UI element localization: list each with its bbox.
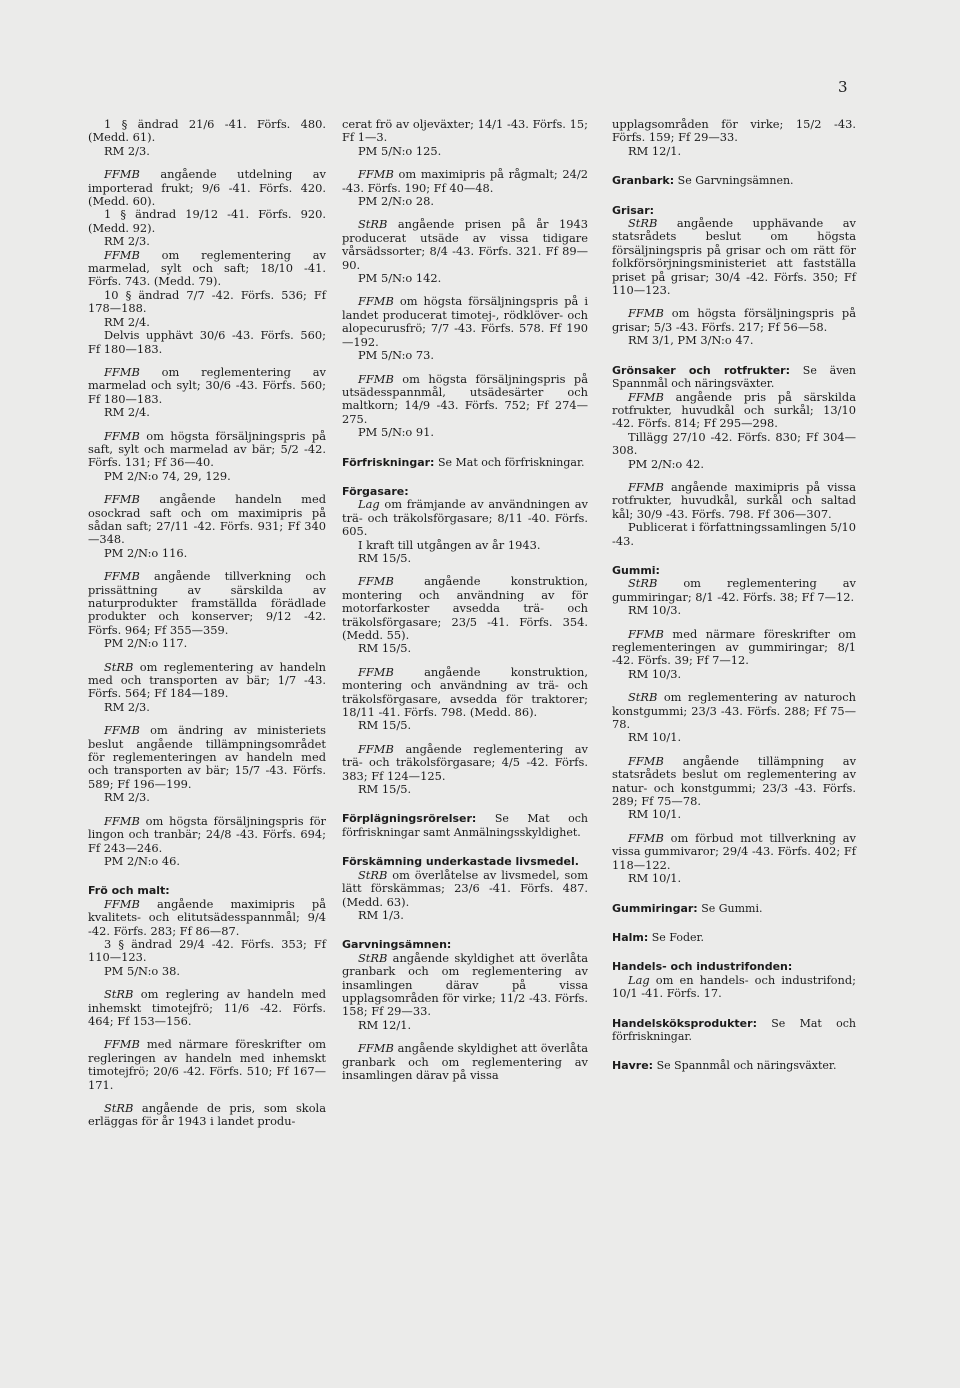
entry-text: 1 § ändrad 21/6 -41. Förfs. 480. (Medd. 61).	[88, 117, 326, 145]
entry-authority: FFMB	[358, 1041, 394, 1056]
heading-reference: Se även Spannmål och näringsväxter.	[612, 363, 856, 391]
entry-text: RM 10/1.	[628, 730, 682, 745]
index-entry	[88, 570, 326, 637]
index-entry	[612, 431, 856, 458]
entry-text: PM 2/N:o 28.	[358, 194, 435, 209]
index-entry	[342, 195, 588, 208]
heading-label: Garvningsämnen:	[342, 938, 452, 952]
entry-authority: FFMB	[628, 626, 664, 641]
section-heading	[342, 812, 588, 839]
entry-authority: FFMB	[628, 389, 664, 404]
entry-text: RM 15/5.	[358, 550, 412, 565]
entry-text: PM 5/N:o 91.	[358, 425, 435, 440]
index-entry	[88, 145, 326, 158]
entry-authority: FFMB	[104, 167, 140, 182]
heading-reference: Se Mat och förfriskningar samt Anmälningsskyldighet.	[342, 812, 588, 839]
index-entry	[88, 547, 326, 560]
entry-authority: FFMB	[104, 492, 140, 507]
index-entry	[88, 855, 326, 868]
entry-authority: FFMB	[104, 896, 140, 911]
section-heading	[342, 456, 588, 469]
index-entry	[612, 808, 856, 821]
index-entry	[342, 1042, 588, 1082]
index-entry	[612, 974, 856, 1001]
entry-text: RM 2/3.	[104, 234, 150, 249]
index-entry	[88, 965, 326, 978]
index-entry	[612, 458, 856, 471]
entry-authority: StRB	[358, 217, 388, 232]
index-entry	[612, 604, 856, 617]
heading-label: Gummi:	[612, 563, 660, 577]
entry-authority: StRB	[104, 659, 134, 674]
entry-text: angående maximipris på kvalitets- och elitutsädesspannmål; 9/4 -42. Förfs. 283; Ff 86—87.	[88, 896, 326, 938]
index-entry	[342, 295, 588, 349]
entry-text: Delvis upphävt 30/6 -43. Förfs. 560; Ff 180—183.	[88, 328, 326, 356]
index-entry	[88, 898, 326, 938]
entry-text: PM 2/N:o 42.	[628, 456, 705, 471]
entry-text: angående skyldighet att överlåta granbark och om reglementering av insamlingen därav på vissa upplagsområden för virke; 11/2 -43. Förfs. 158; Ff 29—33.	[342, 950, 588, 1019]
section-heading	[612, 1017, 856, 1044]
index-entry	[342, 552, 588, 565]
entry-text: RM 3/1, PM 3/N:o 47.	[628, 333, 754, 348]
entry-authority: StRB	[628, 576, 658, 591]
entry-authority: FFMB	[628, 306, 664, 321]
entry-authority: FFMB	[628, 479, 664, 494]
index-entry	[88, 724, 326, 791]
heading-reference: Se Spannmål och näringsväxter.	[653, 1059, 837, 1073]
heading-reference: Se Gummi.	[697, 901, 763, 915]
entry-text: om högsta försäljningspris på i landet producerat timotej-, rödklöver- och alopecurusfrö; 7/7 -43. Förfs. 578. Ff 190—192.	[342, 294, 588, 349]
entry-authority: FFMB	[104, 364, 140, 379]
index-entry	[342, 498, 588, 538]
index-entry	[612, 628, 856, 668]
heading-label: Grönsaker och rotfrukter:	[612, 363, 791, 377]
entry-text: om högsta försäljningspris för lingon och tranbär; 24/8 -43. Förfs. 694; Ff 243—246.	[88, 813, 326, 855]
index-entry	[342, 869, 588, 909]
entry-text: angående skyldighet att överlåta granbark och om reglementering av insamlingen därav på vissa	[342, 1041, 588, 1082]
entry-text: angående upphävande av statsrådets beslut om högsta försäljningspris på grisar och om rätt för folkförsörjningsministeriet att fastställa priset på grisar; 30/4 -42. Förfs. 350; Ff 110—123.	[612, 216, 856, 298]
entry-authority: StRB	[628, 216, 658, 231]
index-entry	[342, 272, 588, 285]
index-entry	[342, 743, 588, 783]
heading-reference: Se Garvningsämnen.	[674, 174, 794, 188]
index-entry	[342, 575, 588, 642]
index-entry	[612, 755, 856, 809]
entry-text: RM 10/1.	[628, 807, 682, 822]
heading-label: Grisar:	[612, 203, 655, 217]
entry-text: 10 § ändrad 7/7 -42. Förfs. 536; Ff 178—188.	[88, 287, 326, 316]
index-entry	[88, 791, 326, 804]
entry-authority: FFMB	[358, 664, 394, 679]
index-entry	[612, 691, 856, 731]
entry-text: PM 5/N:o 73.	[358, 348, 435, 363]
entry-text: PM 2/N:o 46.	[104, 853, 181, 868]
index-entry	[612, 731, 856, 744]
column-left	[88, 118, 326, 1129]
column-right	[612, 118, 856, 1073]
entry-text: RM 12/1.	[628, 143, 682, 158]
entry-text: RM 10/3.	[628, 603, 682, 618]
entry-authority: FFMB	[104, 247, 140, 262]
heading-label: Handels- och industrifonden:	[612, 960, 793, 974]
index-entry	[612, 307, 856, 334]
heading-label: Förskämning underkastade livsmedel.	[342, 855, 579, 869]
entry-authority: FFMB	[104, 569, 140, 584]
entry-text: angående utdelning av importerad frukt; 9/6 -41. Förfs. 420. (Medd. 60).	[88, 167, 326, 209]
entry-text: upplagsområden för virke; 15/2 -43. Förfs. 159; Ff 29—33.	[612, 117, 856, 145]
entry-text: om en handels- och industrifond; 10/1 -41. Förfs. 17.	[612, 972, 856, 1001]
entry-authority: StRB	[628, 690, 658, 705]
entry-text: angående konstruktion, montering och användning av för motorfarkoster avsedda trä- och träkolsförgasare; 23/5 -41. Förfs. 354. (Medd. 55).	[342, 574, 588, 642]
entry-text: angående tillämpning av statsrådets beslut om reglementering av natur- och konstgummi; 23/3 -43. Förfs. 289; Ff 75—78.	[612, 753, 856, 809]
column-middle	[342, 118, 588, 1082]
section-heading	[612, 931, 856, 944]
entry-text: om maximipris på rågmalt; 24/2 -43. Förfs. 190; Ff 40—48.	[342, 167, 588, 195]
section-heading	[88, 884, 326, 897]
index-entry	[88, 430, 326, 470]
index-entry	[612, 668, 856, 681]
index-entry	[88, 493, 326, 547]
entry-text: om överlåtelse av livsmedel, som lätt förskämmas; 23/6 -41. Förfs. 487. (Medd. 63).	[342, 867, 588, 909]
entry-text: RM 15/5.	[358, 718, 412, 733]
index-entry	[88, 470, 326, 483]
index-entry	[342, 719, 588, 732]
index-entry	[88, 1038, 326, 1092]
heading-reference: Se Foder.	[648, 930, 705, 944]
entry-text: om främjande av användningen av trä- och träkolsförgasare; 8/11 -40. Förfs. 605.	[342, 497, 588, 539]
entry-text: angående tillverkning och prissättning av särskilda av naturprodukter framställda förädlade produkter och konserver; 9/12 -42. Förfs. 964; Ff 355—359.	[88, 569, 326, 637]
index-entry	[88, 289, 326, 316]
index-entry	[342, 666, 588, 720]
entry-authority: FFMB	[358, 167, 394, 182]
index-entry	[612, 577, 856, 604]
index-entry	[342, 373, 588, 427]
section-heading	[612, 564, 856, 577]
index-entry	[88, 329, 326, 356]
index-entry	[88, 637, 326, 650]
entry-text: angående de pris, som skola erläggas för år 1943 i landet produ-	[88, 1101, 326, 1129]
section-heading	[612, 960, 856, 973]
entry-text: PM 2/N:o 116.	[104, 545, 188, 560]
entry-text: angående konstruktion, montering och användning av trä- och träkolsförgasare, avsedda för traktorer; 18/11 -41. Förfs. 798. (Medd. 86).	[342, 664, 588, 720]
entry-text: RM 10/3.	[628, 666, 682, 681]
entry-text: RM 2/3.	[104, 143, 150, 158]
heading-label: Handelsköksprodukter:	[612, 1016, 757, 1030]
entry-authority: Lag	[358, 497, 380, 512]
section-heading	[612, 902, 856, 915]
index-entry	[88, 938, 326, 965]
index-entry	[88, 249, 326, 289]
entry-text: om förbud mot tillverkning av vissa gummivaror; 29/4 -43. Förfs. 402; Ff 118—122.	[612, 830, 856, 872]
entry-text: RM 12/1.	[358, 1017, 412, 1032]
index-entry	[342, 218, 588, 272]
index-entry	[612, 217, 856, 297]
section-heading	[612, 204, 856, 217]
index-entry	[88, 988, 326, 1028]
index-entry	[342, 349, 588, 362]
section-heading	[612, 174, 856, 187]
entry-text: RM 1/3.	[358, 907, 404, 922]
index-entry	[612, 391, 856, 431]
entry-authority: FFMB	[358, 741, 394, 756]
entry-text: om reglering av handeln med inhemskt timotejfrö; 11/6 -42. Förfs. 464; Ff 153—156.	[88, 987, 326, 1028]
entry-text: PM 5/N:o 125.	[358, 143, 442, 158]
index-entry	[342, 539, 588, 552]
entry-text: PM 5/N:o 142.	[358, 271, 442, 286]
index-entry	[88, 208, 326, 235]
index-entry	[612, 334, 856, 347]
entry-authority: FFMB	[628, 830, 664, 845]
entry-text: om reglementering av marmelad, sylt och saft; 18/10 -41. Förfs. 743. (Medd. 79).	[88, 247, 326, 289]
entry-text: PM 2/N:o 117.	[104, 636, 188, 651]
entry-authority: FFMB	[358, 574, 394, 589]
entry-authority: StRB	[358, 950, 388, 965]
heading-reference: Se Mat och förfriskningar.	[434, 455, 585, 469]
index-entry	[342, 426, 588, 439]
entry-text: om högsta försäljningspris på grisar; 5/3 -43. Förfs. 217; Ff 56—58.	[612, 306, 856, 334]
index-entry	[342, 145, 588, 158]
section-heading	[342, 855, 588, 868]
index-entry	[342, 952, 588, 1019]
entry-text: RM 2/3.	[104, 699, 150, 714]
entry-text: angående maximipris på vissa rotfrukter, huvudkål, surkål och saltad kål; 30/9 -43. Förfs. 798. Ff 306—307.	[612, 479, 856, 521]
index-entry	[612, 521, 856, 548]
index-entry	[342, 642, 588, 655]
entry-authority: FFMB	[104, 813, 140, 828]
entry-authority: FFMB	[358, 294, 394, 309]
entry-text: angående prisen på år 1943 producerat utsäde av vissa tidigare vårsädssorter; 8/4 -43. Förfs. 321. Ff 89—90.	[342, 217, 588, 272]
index-entry	[88, 168, 326, 208]
page-number: 3	[838, 78, 848, 96]
entry-text: cerat frö av oljeväxter; 14/1 -43. Förfs. 15; Ff 1—3.	[342, 117, 588, 145]
entry-text: I kraft till utgången av år 1943.	[358, 537, 541, 552]
entry-text: 1 § ändrad 19/12 -41. Förfs. 920. (Medd. 92).	[88, 207, 326, 235]
entry-authority: StRB	[104, 1101, 134, 1115]
index-entry	[612, 481, 856, 521]
entry-authority: StRB	[104, 987, 134, 1002]
heading-label: Förfriskningar:	[342, 455, 435, 469]
entry-text: om ändring av ministeriets beslut angående tillämpningsområdet för reglementeringen av handeln med och transporten av bär; 15/7 -43. Förfs. 589; Ff 196—199.	[88, 723, 326, 791]
index-entry	[88, 118, 326, 145]
heading-label: Förgasare:	[342, 484, 409, 498]
entry-authority: FFMB	[358, 371, 394, 386]
entry-text: Publicerat i författningssamlingen 5/10 -43.	[612, 520, 856, 548]
index-entry	[342, 909, 588, 922]
entry-text: Tillägg 27/10 -42. Förfs. 830; Ff 304—308.	[612, 429, 856, 458]
index-entry	[88, 406, 326, 419]
section-heading	[612, 364, 856, 391]
entry-text: med närmare föreskrifter om regleringen av handeln med inhemskt timotejfrö; 20/6 -42. Förfs. 510; Ff 167—171.	[88, 1037, 326, 1092]
entry-authority: Lag	[628, 972, 650, 987]
index-entry	[88, 1102, 326, 1129]
entry-text: 3 § ändrad 29/4 -42. Förfs. 353; Ff 110—123.	[88, 936, 326, 965]
entry-authority: FFMB	[104, 723, 140, 738]
heading-label: Halm:	[612, 930, 649, 944]
entry-text: RM 2/4.	[104, 314, 150, 329]
entry-text: RM 15/5.	[358, 782, 412, 797]
index-entry	[612, 872, 856, 885]
index-entry	[342, 1019, 588, 1032]
index-entry	[88, 661, 326, 701]
index-entry	[342, 783, 588, 796]
index-entry	[612, 118, 856, 145]
entry-text: om reglementering av naturoch konstgummi; 23/3 -43. Förfs. 288; Ff 75—78.	[612, 690, 856, 732]
entry-text: PM 5/N:o 38.	[104, 963, 181, 978]
entry-text: med närmare föreskrifter om reglementeringen av gummiringar; 8/1 -42. Förfs. 39; Ff 7—12.	[612, 626, 856, 668]
entry-authority: FFMB	[104, 1037, 140, 1052]
index-entry	[612, 145, 856, 158]
index-entry	[342, 168, 588, 195]
index-entry	[88, 316, 326, 329]
entry-text: om reglementering av gummiringar; 8/1 -42. Förfs. 38; Ff 7—12.	[612, 576, 856, 604]
entry-text: om reglementering av marmelad och sylt; 30/6 -43. Förfs. 560; Ff 180—183.	[88, 364, 326, 406]
entry-text: om reglementering av handeln med och transporten av bär; 1/7 -43. Förfs. 564; Ff 184—189.	[88, 659, 326, 701]
heading-label: Frö och malt:	[88, 884, 170, 898]
heading-label: Granbark:	[612, 174, 675, 188]
heading-reference: Se Mat och förfriskningar.	[612, 1016, 856, 1043]
index-entry	[88, 701, 326, 714]
entry-authority: FFMB	[628, 753, 664, 768]
entry-authority: StRB	[358, 867, 388, 882]
entry-text: RM 10/1.	[628, 871, 682, 886]
entry-text: angående reglementering av trä- och träkolsförgasare; 4/5 -42. Förfs. 383; Ff 124—125.	[342, 741, 588, 783]
index-entry	[342, 118, 588, 145]
entry-text: RM 15/5.	[358, 641, 412, 656]
index-entry	[612, 832, 856, 872]
entry-text: angående handeln med osockrad saft och om maximipris på sådan saft; 27/11 -42. Förfs. 931; Ff 340—348.	[88, 492, 326, 547]
entry-text: om högsta försäljningspris på utsädesspannmål, utsädesärter och maltkorn; 14/9 -43. Förfs. 752; Ff 274—275.	[342, 371, 588, 426]
section-heading	[342, 938, 588, 951]
heading-label: Havre:	[612, 1059, 654, 1073]
entry-text: om högsta försäljningspris på saft, sylt och marmelad av bär; 5/2 -42. Förfs. 131; Ff 36—40.	[88, 428, 326, 470]
heading-label: Förplägningsrörelser:	[342, 812, 477, 826]
entry-text: RM 2/4.	[104, 405, 150, 420]
index-entry	[88, 366, 326, 406]
entry-text: RM 2/3.	[104, 790, 150, 805]
section-heading	[342, 485, 588, 498]
entry-text: angående pris på särskilda rotfrukter, huvudkål och surkål; 13/10 -42. Förfs. 814; Ff 295—298.	[612, 389, 856, 431]
section-heading	[612, 1059, 856, 1072]
index-entry	[88, 815, 326, 855]
index-entry	[88, 235, 326, 248]
entry-text: PM 2/N:o 74, 29, 129.	[104, 468, 231, 483]
heading-label: Gummiringar:	[612, 901, 698, 915]
entry-authority: FFMB	[104, 428, 140, 443]
